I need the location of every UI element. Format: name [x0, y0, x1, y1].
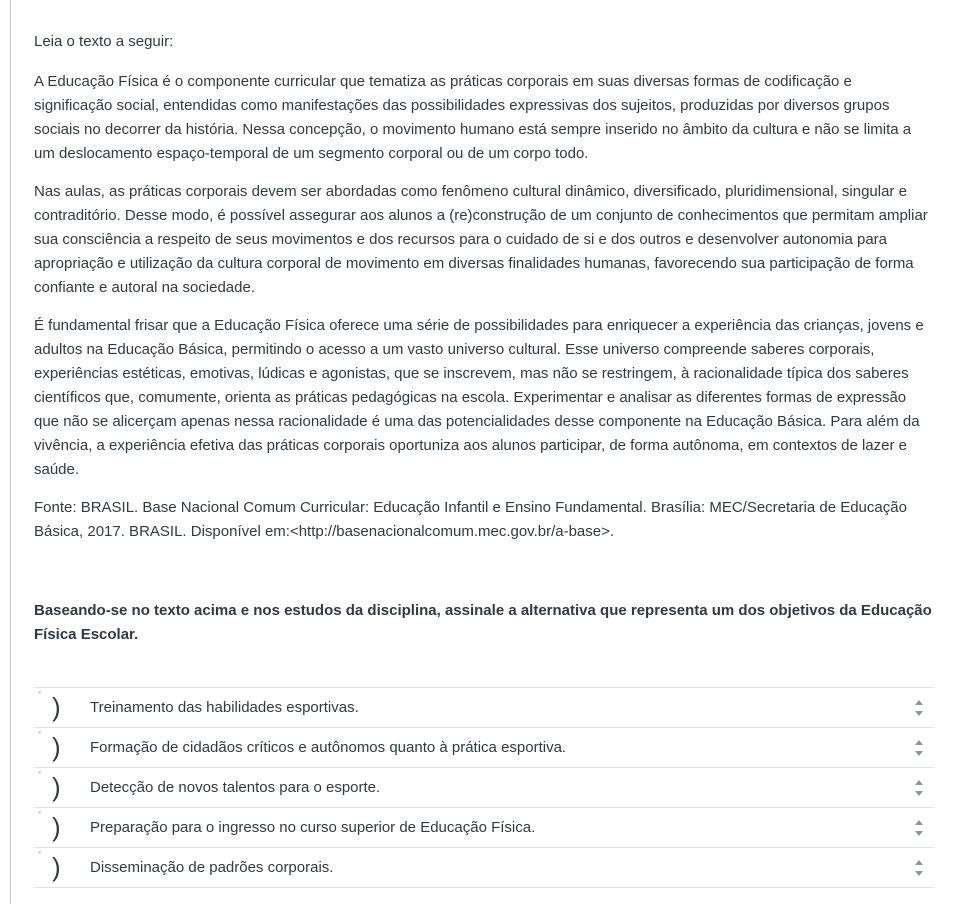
- passage-paragraph-1: A Educação Física é o componente curricular que tematiza as práticas corporais em suas diversas formas de codificação e significação social, entendidas como manifestações das possibilidades expressivas dos sujeitos, produzidas por diversos grupos sociais no decorrer da história. Nessa concepção, o movimento humano está sempre inserido no âmbito da cultura e não se limita a um deslocamento espaço-temporal de um segmento corporal ou de um corpo todo.: [34, 73, 912, 162]
- question-content: [34, 30, 934, 558]
- radio-icon[interactable]: ): [52, 772, 61, 802]
- sort-arrows-icon[interactable]: [914, 857, 924, 879]
- answer-label: Detecção de novos talentos para o esporte.: [90, 779, 381, 796]
- radio-icon[interactable]: ): [52, 812, 61, 842]
- tick-mark: [38, 731, 41, 734]
- tick-mark: [38, 811, 41, 814]
- answer-option[interactable]: [34, 688, 934, 728]
- answer-option[interactable]: [34, 848, 934, 888]
- sort-arrows-icon[interactable]: [914, 697, 924, 719]
- radio-icon[interactable]: ): [52, 732, 61, 762]
- answer-label: Formação de cidadãos críticos e autônomos quanto à prática esportiva.: [90, 739, 567, 756]
- answer-label: Preparação para o ingresso no curso superior de Educação Física.: [90, 819, 536, 836]
- source-citation: Fonte: BRASIL. Base Nacional Comum Curricular: Educação Infantil e Ensino Fundamental. Brasília: MEC/Secretaria de Educação Básica, 2017. BRASIL. Disponível em:<http://basenacionalcomum.mec.gov.br/a-base>.: [34, 499, 907, 540]
- question-prompt: Baseando-se no texto acima e nos estudos da disciplina, assinale a alternativa que representa um dos objetivos da Educação Física Escolar.: [34, 602, 932, 643]
- answer-option[interactable]: [34, 808, 934, 848]
- tick-mark: [38, 851, 41, 854]
- radio-icon[interactable]: ): [52, 852, 61, 882]
- answer-option[interactable]: [34, 768, 934, 808]
- passage-paragraph-2: Nas aulas, as práticas corporais devem ser abordadas como fenômeno cultural dinâmico, diversificado, pluridimensional, singular e contraditório. Desse modo, é possível assegurar aos alunos a (re)construção de um conjunto de conhecimentos que permitam ampliar sua consciência a respeito de seus movimentos e dos recursos para o cuidado de si e dos outros e desenvolver autonomia para apropriação e utilização da cultura corporal de movimento em diversas finalidades humanas, favorecendo sua participação de forma confiante e autoral na sociedade.: [34, 183, 928, 296]
- answer-label: Disseminação de padrões corporais.: [90, 859, 334, 876]
- tick-mark: [38, 691, 41, 694]
- passage-paragraph-3: É fundamental frisar que a Educação Física oferece uma série de possibilidades para enriquecer a experiência das crianças, jovens e adultos na Educação Básica, permitindo o acesso a um vasto universo cultural. Esse universo compreende saberes corporais, experiências estéticas, emotivas, lúdicas e agonistas, que se inscrevem, mas não se restringem, à racionalidade típica dos saberes científicos que, comumente, orienta as práticas pedagógicas na escola. Experimentar e analisar as diferentes formas de expressão que não se alicerçam apenas nessa racionalidade é uma das potencialidades desse componente na Educação Básica. Para além da vivência, a experiência efetiva das práticas corporais oportuniza aos alunos participar, de forma autônoma, em contextos de lazer e saúde.: [34, 317, 924, 478]
- answer-option[interactable]: [34, 728, 934, 768]
- answer-list: [34, 687, 934, 888]
- tick-mark: [38, 771, 41, 774]
- sort-arrows-icon[interactable]: [914, 737, 924, 759]
- sort-arrows-icon[interactable]: [914, 817, 924, 839]
- sort-arrows-icon[interactable]: [914, 777, 924, 799]
- intro-text: Leia o texto a seguir:: [34, 33, 174, 50]
- answer-label: Treinamento das habilidades esportivas.: [90, 699, 359, 716]
- radio-icon[interactable]: ): [52, 692, 61, 722]
